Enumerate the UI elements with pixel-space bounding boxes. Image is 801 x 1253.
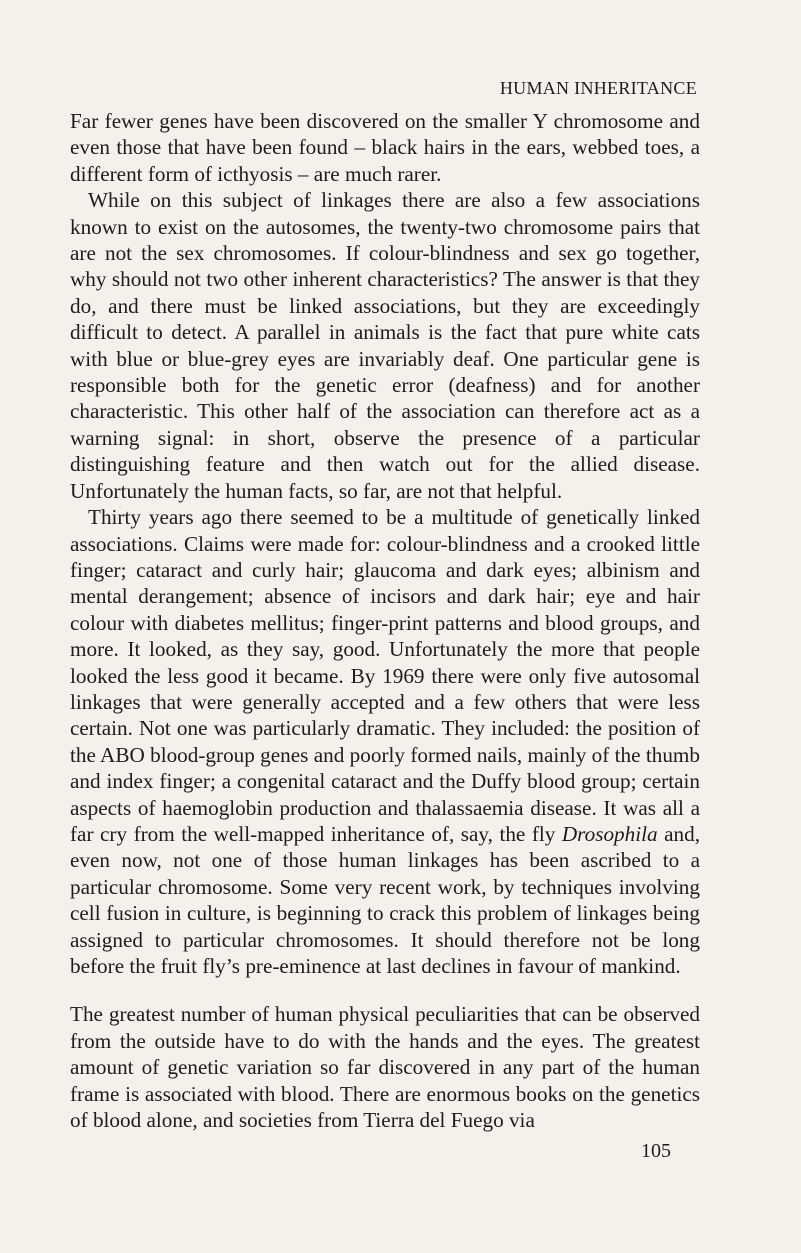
paragraph-1: Far fewer genes have been discovered on the smaller Y chromosome and even those that have been found – black hairs in the ears, webbed toes, a different form of icthyosis – are much rarer.: [70, 109, 700, 186]
page-number: 105: [641, 1140, 671, 1162]
paragraph-2: While on this subject of linkages there are also a few associations known to exist on the autosomes, the twenty-two chromosome pairs that are not the sex chromosomes. If colour-blindness and sex go together, why should not two other inherent characteristics? The answer is that they do, and there must be linked associations, but they are exceedingly difficult to detect. A parallel in animals is the fact that pure white cats with blue or blue-grey eyes are invariably deaf. One particular gene is responsible both for the genetic error (deafness) and for another characteristic. This other half of the association can therefore act as a warning signal: in short, observe the presence of a particular distinguishing feature and then watch out for the allied disease. Unfortunately the human facts, so far, are not that helpful.: [70, 188, 700, 503]
paragraph-3-italic-term: Drosophila: [561, 821, 658, 846]
paragraph-4: The greatest number of human physical peculiarities that can be observed from the outside have to do with the hands and the eyes. The greatest amount of genetic variation so far discovered in any part of the human frame is associated with blood. There are enormous books on the genetics of blood alone, and societies from Tierra del Fuego via: [70, 1002, 700, 1133]
body-text: [70, 108, 700, 1133]
paragraph-3-text-b: and, even now, not one of those human linkages has been ascribed to a particular chromosome. Some very recent work, by techniques involving cell fusion in culture, is beginning to crack this problem of linkages being assigned to particular chromosomes. It should therefore not be long before the fruit fly’s pre-eminence at last declines in favour of mankind.: [70, 821, 700, 978]
paragraph-3-text-a: Thirty years ago there seemed to be a multitude of genetically linked associations. Claims were made for: colour-blindness and a crooked little finger; cataract and curly hair; glaucoma and dark eyes; albinism and mental derangement; absence of incisors and dark hair; eye and hair colour with diabetes mellitus; finger-print patterns and blood groups, and more. It looked, as they say, good. Unfortunately the more that people looked the less good it became. By 1969 there were only five autosomal linkages that were generally accepted and a few others that were less certain. Not one was particularly dramatic. They included: the position of the ABO blood-group genes and poorly formed nails, mainly of the thumb and index finger; a congenital cataract and the Duffy blood group; certain aspects of haemoglobin production and thalassaemia disease. It was all a far cry from the well-mapped inheritance of, say, the fly: [70, 505, 700, 846]
running-head-title: HUMAN INHERITANCE: [499, 78, 697, 98]
paragraph-3: [70, 504, 700, 979]
